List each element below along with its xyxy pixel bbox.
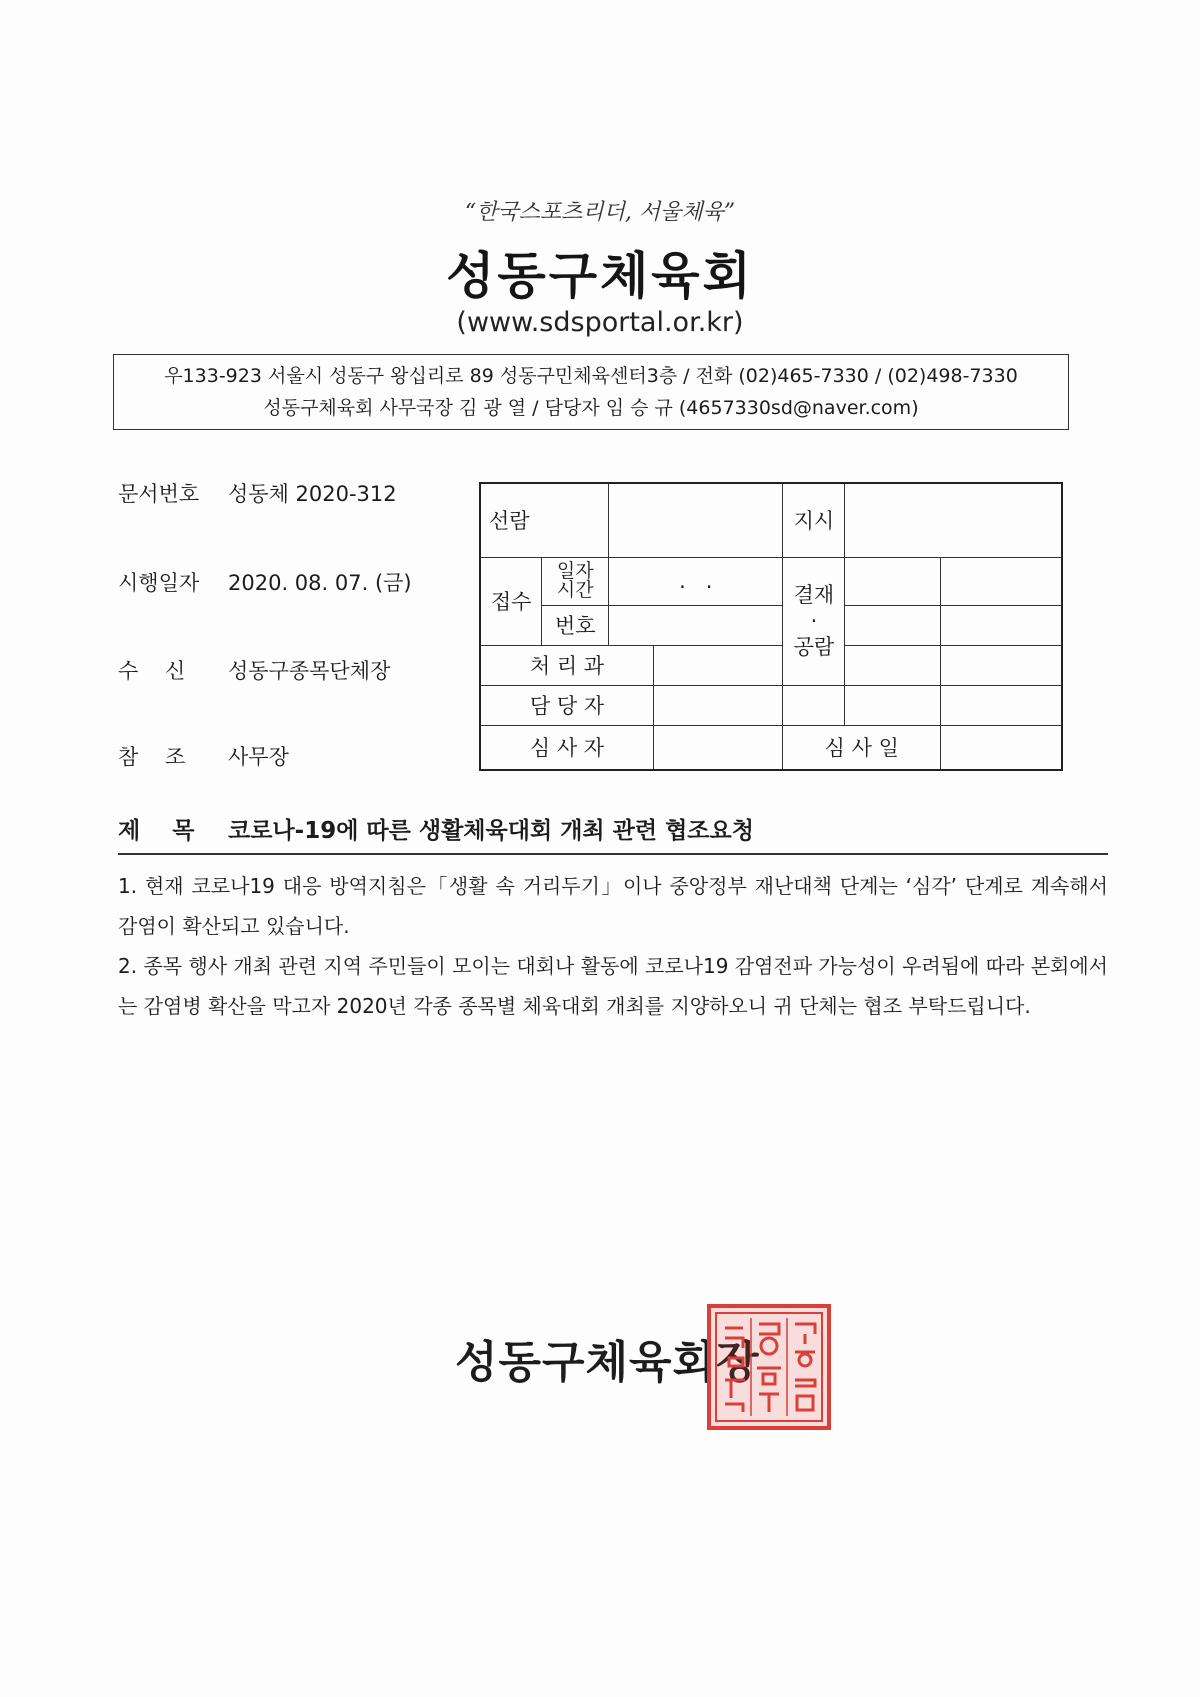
body-paragraph-2: 2. 종목 행사 개최 관련 지역 주민들이 모이는 대회나 활동에 코로나19 감염전파 가능성이 우려됨에 따라 본회에서는 감염병 확산을 막고자 2020년 각종 종목별 체육대회 개최를 지양하오니 귀 단체는 협조 부탁드립니다. xyxy=(118,954,1108,1018)
contact-line-staff: 성동구체육회 사무국장 김 광 열 / 담당자 임 승 규 (4657330sd@naver.com) xyxy=(263,397,919,419)
slogan: “한국스포츠리더, 서울체육” xyxy=(464,200,736,225)
cell-processing-dept-label: 처 리 과 xyxy=(480,645,653,685)
signature-text: 성동구체육회장 xyxy=(455,1337,760,1388)
cell-approval-4 xyxy=(941,605,1062,645)
date-label: 시행일자 xyxy=(118,571,200,595)
body-paragraph-1: 1. 현재 코로나19 대응 방역지침은「생활 속 거리두기」이나 중앙정부 재난대책 단계는 ‘심각’ 단계로 계속해서 감염이 확산되고 있습니다. xyxy=(118,874,1108,938)
doc-number-row xyxy=(118,478,397,508)
cell-approval-2 xyxy=(941,557,1062,605)
cell-date-time-label: 일자 시간 xyxy=(542,557,609,605)
seal-graphic xyxy=(711,1308,827,1426)
cell-number-label: 번호 xyxy=(542,605,609,645)
cell-approval-6 xyxy=(941,645,1062,685)
approval-table xyxy=(479,482,1063,771)
recipient-value: 성동구종목단체장 xyxy=(228,659,391,683)
cell-jisi-label: 지시 xyxy=(783,483,845,557)
cell-approval-5 xyxy=(845,645,941,685)
contact-line-address: 우133-923 서울시 성동구 왕십리로 89 성동구민체육센터3층 / 전화 (02)465-7330 / (02)498-7330 xyxy=(164,365,1018,387)
cell-review-date-label: 심 사 일 xyxy=(783,725,941,770)
cell-reviewer-value xyxy=(653,725,782,770)
recipient-row xyxy=(118,655,390,685)
date-row xyxy=(118,567,412,597)
cell-seollam-value xyxy=(609,483,783,557)
subject-text: 코로나-19에 따른 생활체육대회 개최 관련 협조요청 xyxy=(228,818,754,844)
cell-date-time-value: . . xyxy=(609,557,783,605)
contact-info-box xyxy=(113,354,1069,430)
cell-approval-8 xyxy=(941,685,1062,725)
website-url: (www.sdsportal.or.kr) xyxy=(456,307,744,338)
cell-processing-dept-value xyxy=(653,645,782,685)
reference-value: 사무장 xyxy=(228,745,289,769)
body-text xyxy=(118,866,1108,1026)
subject-label: 제 목 xyxy=(118,818,195,844)
cell-review-date-value xyxy=(941,725,1062,770)
cell-approval-7 xyxy=(845,685,941,725)
cell-person-in-charge-value xyxy=(653,685,782,725)
organization-title: 성동구체육회 xyxy=(446,247,754,305)
doc-number-value: 성동체 2020-312 xyxy=(228,482,397,506)
cell-empty-1 xyxy=(783,685,845,725)
cell-seollam-label: 선람 xyxy=(480,483,609,557)
subject-row xyxy=(118,812,1108,855)
doc-number-label: 문서번호 xyxy=(118,482,200,506)
recipient-label: 수 신 xyxy=(118,659,186,683)
cell-gyeoljae-label: 결재 · 공람 xyxy=(783,557,845,685)
cell-number-value xyxy=(609,605,783,645)
reference-label: 참 조 xyxy=(118,745,186,769)
cell-approval-3 xyxy=(845,605,941,645)
cell-jisi-value xyxy=(845,483,1062,557)
cell-jeopsu-label: 접수 xyxy=(480,557,542,645)
date-value: 2020. 08. 07. (금) xyxy=(228,571,412,595)
cell-approval-1 xyxy=(845,557,941,605)
cell-person-in-charge-label: 담 당 자 xyxy=(480,685,653,725)
official-seal-icon xyxy=(707,1304,831,1430)
reference-row xyxy=(118,741,289,771)
cell-reviewer-label: 심 사 자 xyxy=(480,725,653,770)
